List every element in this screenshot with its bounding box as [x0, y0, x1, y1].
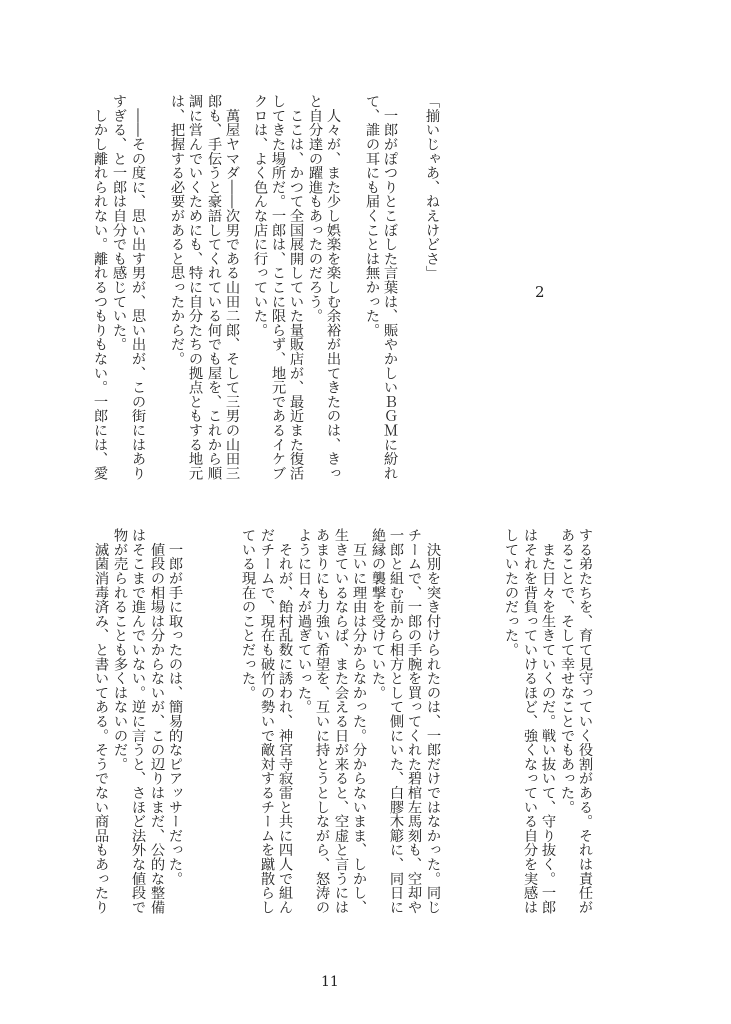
- text-line: していたのだった。: [503, 528, 519, 657]
- text-line: は、把握する必要があると思ったからだ。: [169, 94, 185, 366]
- text-line: それが、飴村乱数に誘われ、神宮寺寂雷と共に四人で組ん: [277, 528, 293, 915]
- text-line: してきた場所だ。一郎は、ここに限らず、地元であるイケブ: [270, 94, 286, 481]
- text-line: 一郎が手に取ったのは、簡易的なピアッサーだった。: [167, 528, 183, 886]
- text-line: 物が売られることも多くはないのだ。: [112, 528, 128, 772]
- text-line: て、誰の耳にも届くことは無かった。: [364, 94, 380, 338]
- text-line: する弟たちを、育て見守っていく役割がある。それは責任が: [577, 528, 593, 915]
- text-line: すぎる、と一郎は自分でも感じていた。: [111, 94, 127, 352]
- text-line: ――その度に、思い出す男が、思い出が、この街にはあり: [130, 94, 146, 481]
- page-number: 11: [321, 974, 339, 990]
- text-line: あまりにも力強い希望を、互いに持とうとしながら、怒涛の: [314, 528, 330, 915]
- text-line: ように日々が過ぎていった。: [296, 528, 312, 714]
- text-line: 萬屋ヤマダ――次男である山田二郎、そして三男の山田三: [224, 94, 240, 481]
- text-line: チームで、一郎の手腕を買ってくれた碧棺左馬刻も、空却や: [406, 528, 422, 915]
- text-line: だチームで、現在も破竹の勢いで敵対するチームを蹴散らし: [259, 528, 275, 915]
- text-line: 決別を突き付けられたのは、一郎だけではなかった。同じ: [425, 528, 441, 915]
- text-line: 一郎がぽつりとこぼした言葉は、賑やかしいＢＧＭに紛れ: [382, 94, 398, 481]
- section-heading: 2: [535, 283, 545, 301]
- text-line: また日々を生きていくのだ。戦い抜いて、守り抜く。一郎: [540, 528, 556, 915]
- text-line: はそこまで進んでいない。逆に言うと、さほど法外な値段で: [130, 528, 146, 915]
- text-line: 「揃いじゃあ、ねえけどさ」: [424, 94, 440, 280]
- text-line: と自分達の躍進もあったのだろう。: [307, 94, 323, 323]
- text-line: 絶縁の襲撃を受けていた。: [370, 528, 386, 700]
- text-line: 調に営んでいくためにも、特に自分たちの拠点ともする地元: [187, 94, 203, 481]
- text-line: 一郎と組む前から相方として側にいた、白膠木簓に、同日に: [388, 528, 404, 915]
- text-line: 互いに理由は分からなかった。分からないまま、しかし、: [351, 528, 367, 915]
- text-line: はそれを背負っていけるほど、強くなっている自分を実感は: [522, 528, 538, 915]
- text-line: しかし離れられない。離れるつもりもない。一郎には、愛: [92, 94, 108, 481]
- text-line: 滅菌消毒済み、と書いてある。そうでない商品もあったり: [93, 528, 109, 915]
- text-line: 生きているならば、また会える日が来ると、空虚と言うには: [333, 528, 349, 915]
- text-line: クロは、よく色んな店に行っていた。: [252, 94, 268, 338]
- text-line: 人々が、また少し娯楽を楽しむ余裕が出てきたのは、きっ: [325, 94, 341, 481]
- text-line: あることで、そして幸せなことでもあった。: [559, 528, 575, 814]
- text-line: 値段の相場は分からないが、この辺りはまだ、公的な整備: [149, 528, 165, 915]
- text-line: 郎も、手伝うと豪語してくれている何でも屋を、これから順: [206, 94, 222, 481]
- text-line: ている現在のことだった。: [240, 528, 256, 700]
- text-line: ここは、かつて全国展開していた量販店が、最近また復活: [288, 94, 304, 481]
